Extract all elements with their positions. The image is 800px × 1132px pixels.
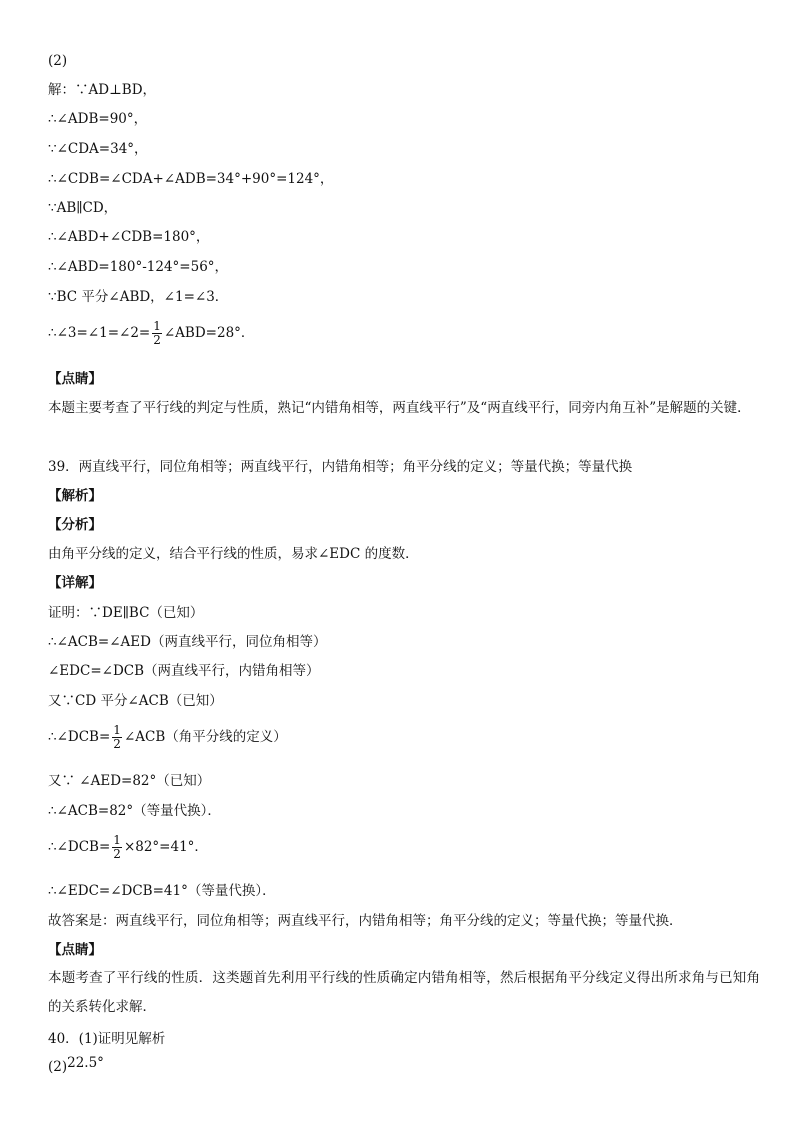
fenxi-text: 由角平分线的定义，结合平行线的性质，易求∠EDC 的度数． bbox=[48, 546, 419, 562]
dianjing-text: 本题考查了平行线的性质．这类题首先利用平行线的性质确定内错角相等，然后根据角平分线定义得出所求角与已知角的关系转化求解． bbox=[48, 970, 760, 1015]
proof-line-fraction bbox=[48, 834, 208, 861]
solution-line: ∵AB∥CD， bbox=[48, 200, 118, 216]
proof-line: ∠EDC=∠DCB（两直线平行，内错角相等） bbox=[48, 663, 320, 679]
solution-line: 解：∵AD⊥BD， bbox=[48, 82, 157, 98]
proof-line: ∴∠ACB=82°（等量代换）． bbox=[48, 803, 221, 819]
section-2-label: (2) bbox=[48, 53, 68, 69]
fraction-denominator: 2 bbox=[113, 737, 121, 751]
q39-answer: 39．两直线平行，同位角相等；两直线平行，内错角相等；角平分线的定义；等量代换；等量代换 bbox=[48, 459, 633, 475]
final-prefix: ∴∠3=∠1=∠2= bbox=[48, 325, 151, 341]
fraction-numerator: 1 bbox=[113, 723, 121, 737]
fraction-numerator: 1 bbox=[153, 319, 161, 333]
dianjing-header: 【点睛】 bbox=[48, 942, 102, 958]
solution-final-line bbox=[48, 320, 254, 347]
q40-line2-label: (2) bbox=[48, 1059, 68, 1075]
fraction-denominator: 2 bbox=[153, 333, 161, 347]
dianjing-text: 本题主要考查了平行线的判定与性质，熟记“内错角相等，两直线平行”及“两直线平行，同旁内角互补”是解题的关键． bbox=[48, 400, 751, 416]
proof-line: ∴∠ACB=∠AED（两直线平行，同位角相等） bbox=[48, 634, 327, 650]
solution-line: ∵BC 平分∠ABD，∠1=∠3． bbox=[48, 289, 229, 305]
solution-line: ∴∠CDB=∠CDA+∠ADB=34°+90°=124°， bbox=[48, 171, 334, 187]
solution-line: ∵∠CDA=34°， bbox=[48, 141, 148, 157]
solution-line: ∴∠ABD+∠CDB=180°， bbox=[48, 229, 210, 245]
fraction-numerator: 1 bbox=[113, 833, 121, 847]
proof-line-fraction bbox=[48, 724, 287, 751]
proof-line: 又∵CD 平分∠ACB（已知） bbox=[48, 693, 223, 709]
fraction bbox=[112, 724, 122, 751]
proof-line: 证明：∵DE∥BC（已知） bbox=[48, 605, 204, 621]
fraction-denominator: 2 bbox=[113, 847, 121, 861]
conclusion: 故答案是：两直线平行，同位角相等；两直线平行，内错角相等；角平分线的定义；等量代换；等量代换． bbox=[48, 913, 683, 929]
jiexi-header: 【解析】 bbox=[48, 488, 102, 504]
fenxi-header: 【分析】 bbox=[48, 517, 102, 533]
fraction bbox=[152, 320, 162, 347]
step8-suffix: ×82°=41°． bbox=[123, 839, 208, 855]
step5-prefix: ∴∠DCB= bbox=[48, 729, 111, 745]
step8-prefix: ∴∠DCB= bbox=[48, 839, 111, 855]
q40-line2-value: 22.5° bbox=[67, 1055, 104, 1071]
proof-line: ∴∠EDC=∠DCB=41°（等量代换）． bbox=[48, 883, 276, 899]
xiangjie-header: 【详解】 bbox=[48, 575, 102, 591]
final-suffix: ∠ABD=28°． bbox=[163, 325, 255, 341]
proof-line: 又∵ ∠AED=82°（已知） bbox=[48, 773, 211, 789]
q40-line2 bbox=[48, 1055, 104, 1076]
fraction bbox=[112, 834, 122, 861]
solution-line: ∴∠ADB=90°， bbox=[48, 111, 148, 127]
step5-suffix: ∠ACB（角平分线的定义） bbox=[123, 729, 287, 745]
q40-line1: 40．(1)证明见解析 bbox=[48, 1031, 166, 1047]
dianjing-header: 【点睛】 bbox=[48, 371, 102, 387]
solution-line: ∴∠ABD=180°-124°=56°， bbox=[48, 259, 229, 275]
